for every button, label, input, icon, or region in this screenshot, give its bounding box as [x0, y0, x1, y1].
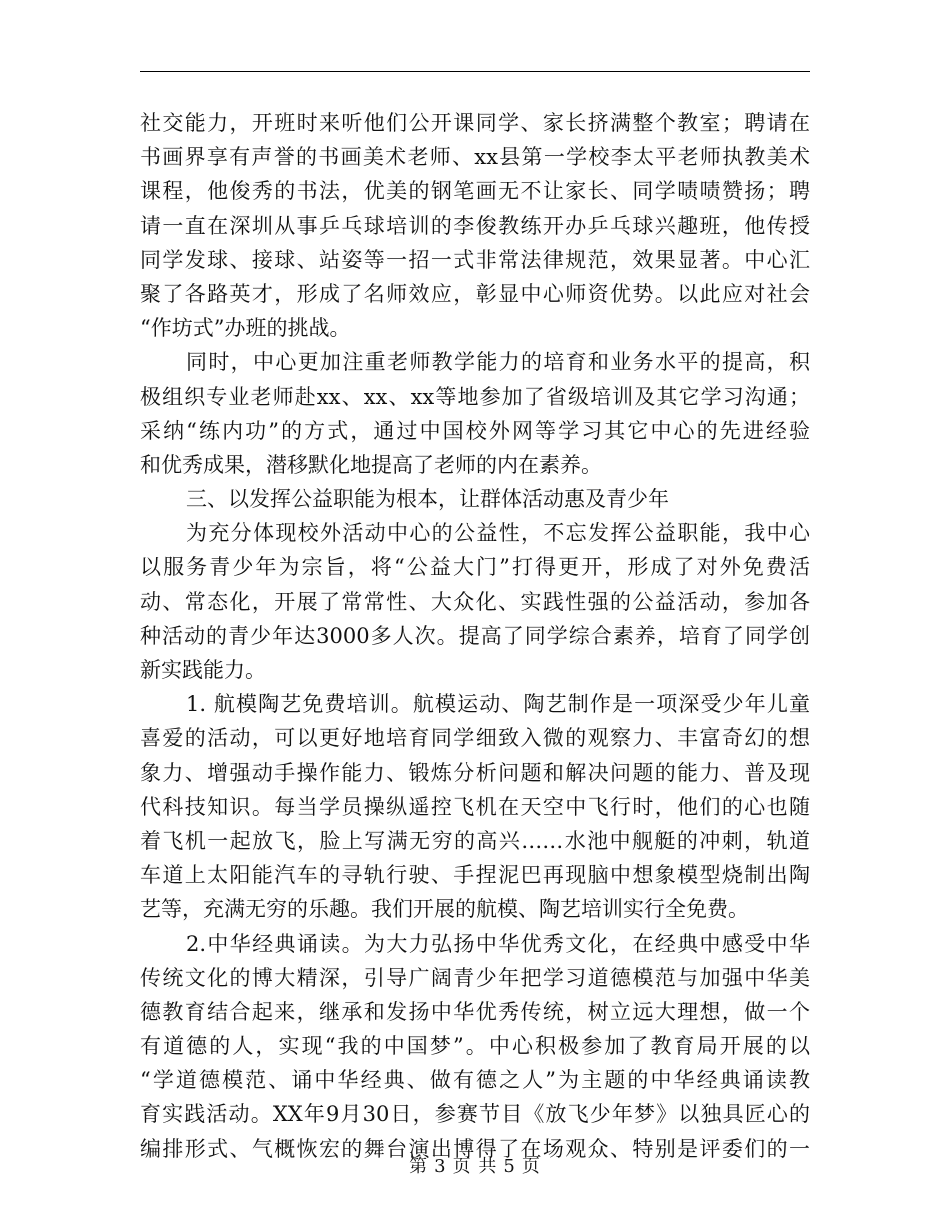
section-heading: 三、以发挥公益职能为根本，让群体活动惠及青少年 [186, 487, 669, 512]
text-line: 传统文化的博大精深，引导广阔青少年把学习道德模范与加强中华美 [140, 965, 810, 990]
text-line: 育实践活动。XX年9月30日，参赛节目《放飞少年梦》以独具匠心的 [140, 1102, 810, 1127]
text-line: 聚了各路英才，形成了名师效应，彰显中心师资优势。以此应对社会 [140, 281, 810, 306]
text-line: “学道德模范、诵中华经典、做有德之人”为主题的中华经典诵读教 [140, 1068, 810, 1093]
text-line: 喜爱的活动，可以更好地培育同学细致入微的观察力、丰富奇幻的想 [140, 726, 810, 751]
text-line: 和优秀成果，潜移默化地提高了老师的内在素养。 [140, 452, 602, 477]
paragraph-start-line: 同时，中心更加注重老师教学能力的培育和业务水平的提高，积 [186, 350, 810, 375]
text-line: 编排形式、气概恢宏的舞台演出博得了在场观众、特别是评委们的一 [140, 1136, 810, 1161]
paragraph-start-line: 1. 航模陶艺免费培训。航模运动、陶艺制作是一项深受少年儿童 [186, 692, 810, 717]
text-line: 德教育结合起来，继承和发扬中华优秀传统，树立远大理想，做一个 [140, 999, 810, 1024]
text-line: 代科技知识。每当学员操纵遥控飞机在天空中飞行时，他们的心也随 [140, 794, 810, 819]
text-line: “作坊式”办班的挑战。 [140, 316, 351, 341]
text-line: 采纳“练内功”的方式，通过中国校外网等学习其它中心的先进经验 [140, 418, 810, 443]
text-line: 同学发球、接球、站姿等一招一式非常法律规范，效果显著。中心汇 [140, 247, 810, 272]
footer-prefix: 第 [409, 1156, 429, 1177]
text-line: 车道上太阳能汽车的寻轨行驶、手捏泥巴再现脑中想象模型烧制出陶 [140, 863, 810, 888]
page-footer [0, 1152, 950, 1178]
header-rule [140, 71, 810, 72]
text-line: 课程，他俊秀的书法，优美的钢笔画无不让家长、同学啧啧赞扬；聘 [140, 179, 810, 204]
paragraph-start-line: 2.中华经典诵读。为大力弘扬中华优秀文化，在经典中感受中华 [186, 931, 810, 956]
text-line: 象力、增强动手操作能力、锻炼分析问题和解决问题的能力、普及现 [140, 760, 810, 785]
current-page-number: 3 [434, 1156, 447, 1177]
text-line: 有道德的人，实现“我的中国梦”。中心积极参加了教育局开展的以 [140, 1034, 810, 1059]
text-line: 动、常态化，开展了常常性、大众化、实践性强的公益活动，参加各 [140, 589, 810, 614]
text-line: 书画界享有声誉的书画美术老师、xx县第一学校李太平老师执教美术 [140, 145, 810, 170]
text-line: 请一直在深圳从事乒乓球培训的李俊教练开办乒乓球兴趣班，他传授 [140, 213, 810, 238]
text-line: 着飞机一起放飞，脸上写满无穷的高兴……水池中舰艇的冲刺，轨道 [140, 828, 810, 853]
text-line: 极组织专业老师赴xx、xx、xx等地参加了省级培训及其它学习沟通； [140, 384, 810, 409]
text-line: 种活动的青少年达3000多人次。提高了同学综合素养，培育了同学创 [140, 623, 810, 648]
footer-suffix: 页 [521, 1156, 541, 1177]
text-line: 新实践能力。 [140, 658, 266, 682]
total-pages-number: 5 [503, 1156, 516, 1177]
footer-middle: 页 共 [452, 1156, 498, 1177]
text-line: 社交能力，开班时来听他们公开课同学、家长挤满整个教室；聘请在 [140, 111, 810, 135]
paragraph-start-line: 为充分体现校外活动中心的公益性，不忘发挥公益职能，我中心 [186, 521, 810, 546]
text-line: 以服务青少年为宗旨，将“公益大门”打得更开，形成了对外免费活 [140, 555, 810, 580]
body-text [140, 106, 810, 1166]
text-line: 艺等，充满无穷的乐趣。我们开展的航模、陶艺培训实行全免费。 [140, 897, 749, 922]
